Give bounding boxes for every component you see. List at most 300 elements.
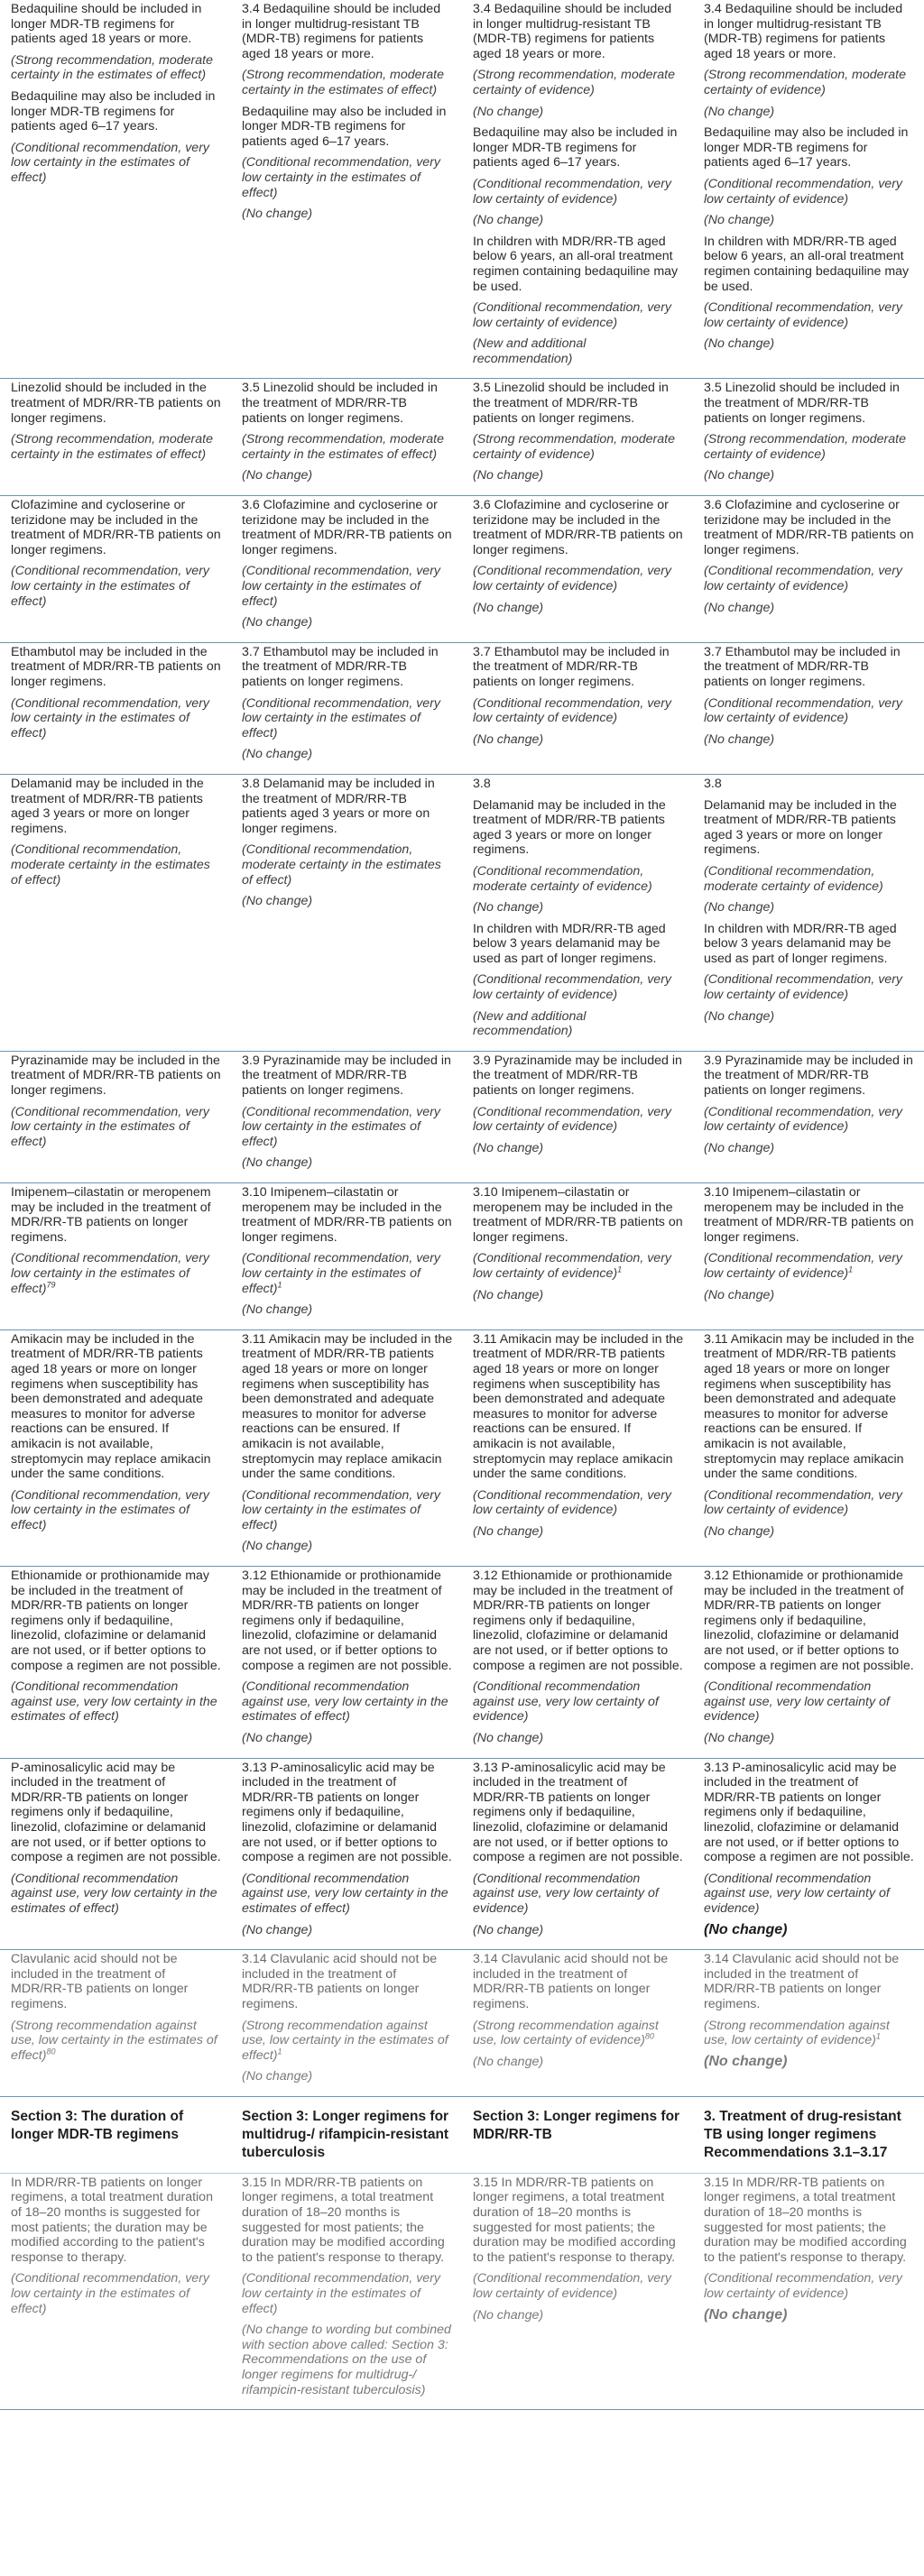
table-cell [231, 1329, 462, 1566]
recommendation-strength-content: (Conditional recommendation, very low certainty of evidence) [704, 1251, 903, 1281]
table-cell [462, 1758, 693, 1950]
recommendation-text [242, 2176, 453, 2266]
table-row [0, 774, 924, 1051]
change-note-content: (No change) [473, 2307, 544, 2323]
change-note [242, 468, 453, 483]
change-note [242, 1923, 453, 1938]
change-note-content: (No change) [473, 731, 544, 747]
section-header-cell [462, 2096, 693, 2173]
recommendation-strength [704, 972, 915, 1002]
change-note-content: (No change) [704, 2306, 788, 2323]
change-note-content: (No change) [704, 1921, 788, 1937]
table-cell [231, 2173, 462, 2409]
recommendation-strength [473, 2271, 684, 2301]
change-note-content: (No change) [473, 213, 544, 228]
recommendation-strength-content: (Conditional recommendation against use, very low certainty in the estimates of effect) [242, 1871, 448, 1916]
recommendation-strength [473, 1679, 684, 1725]
recommendation-text [473, 777, 684, 792]
recommendation-strength-content: (Strong recommendation, moderate certainty in the estimates of effect) [242, 432, 444, 462]
recommendation-text [11, 2176, 222, 2266]
footnote-marker: 1 [277, 2046, 282, 2056]
recommendation-strength-content: (Conditional recommendation, very low certainty in the estimates of effect) [11, 1487, 210, 1532]
recommendation-text-content: P-aminosalicylic acid may be included in the treatment of MDR/RR-TB patients on longer regimens only if bedaquiline, linezolid, clofazimine or delamanid are not used, or if better options to compose a regimen are not possible. [11, 1760, 221, 1865]
recommendation-strength [473, 432, 684, 462]
recommendation-strength [11, 1105, 222, 1150]
recommendation-text-content: 3.7 Ethambutol may be included in the treatment of MDR/RR-TB patients on longer regimens. [473, 644, 670, 689]
change-note [704, 2308, 915, 2323]
change-note-content: (No change) [704, 213, 775, 228]
recommendation-text [704, 1332, 915, 1482]
recommendation-strength [473, 1251, 684, 1281]
recommendation-text-content: 3.15 In MDR/RR-TB patients on longer regimens, a total treatment duration of 18–20 months is suggested for most patients; the duration may be modified according to the patient's response to therapy. [473, 2175, 676, 2265]
change-note-content: (No change) [704, 1140, 775, 1155]
change-note [704, 1524, 915, 1540]
recommendation-text [473, 798, 684, 858]
recommendation-text [473, 1952, 684, 2011]
recommendation-strength [11, 696, 222, 741]
change-note [704, 105, 915, 120]
recommendation-text [704, 777, 915, 792]
table-row [0, 1051, 924, 1182]
footnote-marker: 1 [617, 1265, 623, 1274]
recommendation-strength-content: (Conditional recommendation against use, very low certainty in the estimates of effect) [242, 1679, 448, 1725]
recommendation-strength [242, 1251, 453, 1296]
change-note [242, 1731, 453, 1746]
table-cell [231, 379, 462, 496]
table-cell [462, 1183, 693, 1330]
recommendation-text-content: Ethambutol may be included in the treatment of MDR/RR-TB patients on longer regimens. [11, 644, 221, 689]
section-header: Section 3: Longer regimens for MDR/RR-TB [473, 2108, 680, 2142]
recommendation-text [704, 1952, 915, 2011]
change-note [473, 1923, 684, 1938]
change-note [473, 468, 684, 483]
footnote-marker: 80 [644, 2031, 654, 2041]
recommendation-text-content: Bedaquiline should be included in longer MDR-TB regimens for patients aged 18 years or more. [11, 2, 202, 47]
recommendation-text [473, 1185, 684, 1245]
recommendation-strength-content: (Conditional recommendation, very low certainty of evidence) [473, 695, 672, 726]
recommendation-strength [242, 842, 453, 888]
recommendation-strength [704, 300, 915, 330]
change-note [704, 1141, 915, 1156]
recommendation-strength-content: (Conditional recommendation, very low certainty in the estimates of effect) [11, 564, 210, 609]
recommendation-strength [704, 864, 915, 894]
table-cell [462, 0, 693, 379]
recommendation-text [11, 89, 222, 134]
footnote-marker: 1 [848, 1265, 854, 1274]
recommendation-strength-content: (Conditional recommendation, very low certainty of evidence) [704, 2271, 903, 2302]
section-header: Section 3: The duration of longer MDR-TB regimens [11, 2108, 184, 2142]
recommendation-strength [242, 564, 453, 609]
section-header-row [0, 2096, 924, 2173]
recommendation-text [473, 2176, 684, 2266]
recommendation-strength-content: (Strong recommendation, moderate certainty of evidence) [704, 68, 906, 97]
change-note [704, 601, 915, 616]
change-note-content: (No change) [704, 468, 775, 483]
recommendation-strength-content: (Strong recommendation against use, low certainty of evidence) [704, 2018, 890, 2048]
recommendation-strength [704, 68, 915, 97]
recommendation-strength [242, 1679, 453, 1725]
recommendation-strength-content: (Conditional recommendation, very low certainty of evidence) [704, 564, 903, 593]
change-note [473, 1731, 684, 1746]
table-cell [693, 496, 924, 643]
recommendation-strength [242, 68, 453, 97]
recommendation-text-content: 3.4 Bedaquiline should be included in longer multidrug-resistant TB (MDR-TB) regimens for patients aged 18 years or more. [242, 2, 441, 61]
change-note-content: (No change) [704, 900, 775, 915]
recommendation-text [704, 498, 915, 557]
table-cell [231, 0, 462, 379]
recommendation-text-content: 3.13 P-aminosalicylic acid may be included in the treatment of MDR/RR-TB patients on longer regimens only if bedaquiline, linezolid, clofazimine or delamanid are not used, or if better options to compose a regimen are not possible. [473, 1760, 683, 1865]
table-cell [462, 379, 693, 496]
recommendation-strength [704, 1872, 915, 1917]
change-note-content: (No change) [473, 2054, 544, 2069]
recommendation-text-content: 3.13 P-aminosalicylic acid may be included in the treatment of MDR/RR-TB patients on longer regimens only if bedaquiline, linezolid, clofazimine or delamanid are not used, or if better options to compose a regimen are not possible. [704, 1760, 914, 1865]
recommendation-strength [704, 177, 915, 207]
recommendation-text-content: 3.12 Ethionamide or prothionamide may be included in the treatment of MDR/RR-TB patients on longer regimens only if bedaquiline, linezolid, clofazimine or delamanid are not used, or if better options to compose a regimen are not possible. [473, 1569, 683, 1673]
recommendation-text-content: 3.9 Pyrazinamide may be included in the treatment of MDR/RR-TB patients on longer regimens. [473, 1053, 682, 1099]
footnote-marker: 1 [875, 2031, 881, 2041]
recommendation-strength-content: (Strong recommendation, moderate certainty of evidence) [473, 432, 675, 462]
recommendation-strength-content: (Strong recommendation against use, low certainty in the estimates of effect) [11, 2018, 217, 2063]
recommendation-strength-content: (Conditional recommendation, very low certainty in the estimates of effect) [11, 1251, 210, 1296]
recommendation-strength-content: (Strong recommendation, moderate certainty in the estimates of effect) [11, 432, 213, 462]
change-note-content: (No change to wording but combined with section above called: Section 3: Recommendations on the use of longer regimens for multidrug-/ rifampicin-resistant tuberculosis) [242, 2323, 451, 2397]
recommendation-strength [473, 177, 684, 207]
change-note-content: (No change) [242, 1731, 313, 1745]
recommendation-text-content: Delamanid may be included in the treatment of MDR/RR-TB patients aged 3 years or more on longer regimens. [704, 797, 897, 858]
recommendation-strength [473, 1488, 684, 1518]
change-note [704, 732, 915, 748]
recommendation-strength-content: (Conditional recommendation, very low certainty of evidence) [704, 972, 903, 1003]
recommendation-strength [11, 842, 222, 888]
recommendation-text-content: In MDR/RR-TB patients on longer regimens, a total treatment duration of 18–20 months is suggested for most patients; the duration may be modified according to the patient's response to therapy. [11, 2175, 213, 2265]
change-note-content: (No change) [704, 600, 775, 615]
recommendation-text-content: 3.8 [473, 776, 491, 791]
recommendation-strength [242, 2019, 453, 2064]
table-cell [0, 774, 231, 1051]
change-note-content: (No change) [242, 1922, 313, 1937]
change-note [242, 1155, 453, 1171]
recommendation-text-content: 3.11 Amikacin may be included in the treatment of MDR/RR-TB patients aged 18 years or more on longer regimens when susceptibility has been demonstrated and adequate measures to monitor for adverse reactions can be ensured. If amikacin is not available, streptomycin may replace amikacin under the same conditions. [704, 1331, 915, 1482]
recommendation-strength [473, 300, 684, 330]
recommendation-text [704, 1761, 915, 1865]
table-cell [0, 379, 231, 496]
table-cell [693, 1758, 924, 1950]
recommendation-strength [242, 432, 453, 462]
change-note-content: (No change) [473, 104, 544, 119]
recommendation-strength [11, 1872, 222, 1917]
table-cell [462, 774, 693, 1051]
table-cell [231, 774, 462, 1051]
recommendation-text [11, 777, 222, 836]
recommendation-text-content: 3.9 Pyrazinamide may be included in the treatment of MDR/RR-TB patients on longer regimens. [242, 1053, 451, 1099]
recommendation-strength-content: (Conditional recommendation, very low certainty of evidence) [704, 300, 903, 330]
footnote-marker: 1 [277, 1279, 282, 1289]
change-note [704, 1288, 915, 1303]
recommendation-strength [242, 696, 453, 741]
recommendation-strength [704, 432, 915, 462]
recommendation-strength-content: (Conditional recommendation against use, very low certainty in the estimates of effect) [11, 1679, 217, 1725]
table-cell [693, 0, 924, 379]
recommendation-strength [11, 53, 222, 83]
recommendation-text-content: 3.4 Bedaquiline should be included in longer multidrug-resistant TB (MDR-TB) regimens for patients aged 18 years or more. [473, 2, 672, 61]
recommendation-text-content: 3.6 Clofazimine and cycloserine or terizidone may be included in the treatment of MDR/RR-TB patients on longer regimens. [473, 498, 683, 557]
change-note-content: (No change) [473, 1140, 544, 1155]
change-note-content: (New and additional recommendation) [473, 1008, 587, 1039]
recommendation-text-content: Bedaquiline may also be included in longer MDR-TB regimens for patients aged 6–17 years. [11, 88, 216, 134]
recommendation-strength-content: (Conditional recommendation, very low certainty of evidence) [704, 1104, 903, 1135]
change-note-content: (No change) [242, 1155, 313, 1171]
change-note [242, 894, 453, 909]
recommendation-text-content: 3.8 Delamanid may be included in the treatment of MDR/RR-TB patients aged 3 years or more on longer regimens. [242, 776, 435, 836]
recommendation-strength [473, 564, 684, 593]
section-header: 3. Treatment of drug-resistant TB using longer regimens Recommendations 3.1–3.17 [704, 2108, 901, 2160]
recommendation-strength [473, 864, 684, 894]
recommendation-strength [704, 696, 915, 726]
recommendation-text [704, 1185, 915, 1245]
table-row [0, 1758, 924, 1950]
recommendation-text [242, 498, 453, 557]
recommendation-strength [473, 1105, 684, 1135]
recommendation-strength [242, 155, 453, 200]
change-note-content: (No change) [242, 2069, 313, 2084]
recommendation-text [473, 498, 684, 557]
recommendation-text [704, 645, 915, 690]
table-cell [0, 1329, 231, 1566]
change-note [473, 105, 684, 120]
table-cell [231, 1051, 462, 1182]
recommendation-text [473, 381, 684, 426]
recommendation-text-content: In children with MDR/RR-TB aged below 3 years delamanid may be used as part of longer regimens. [704, 921, 897, 966]
change-note-content: (No change) [704, 2053, 788, 2069]
recommendation-strength [704, 2271, 915, 2301]
recommendation-text-content: 3.14 Clavulanic acid should not be included in the treatment of MDR/RR-TB patients on longer regimens. [704, 1952, 900, 2011]
recommendation-strength [704, 1679, 915, 1725]
recommendation-strength-content: (Conditional recommendation, very low certainty in the estimates of effect) [11, 2271, 210, 2316]
recommendation-strength-content: (Strong recommendation, moderate certainty in the estimates of effect) [11, 52, 213, 83]
recommendation-strength [11, 2271, 222, 2316]
recommendation-text-content: 3.10 Imipenem–cilastatin or meropenem may be included in the treatment of MDR/RR-TB patients on longer regimens. [704, 1185, 914, 1245]
table-cell [693, 774, 924, 1051]
table-cell [0, 0, 231, 379]
change-note [473, 2308, 684, 2323]
recommendation-strength [704, 2019, 915, 2048]
recommendation-strength [11, 2019, 222, 2064]
table-row [0, 642, 924, 774]
recommendation-strength-content: (Conditional recommendation, very low certainty of evidence) [473, 1251, 672, 1281]
recommendation-text [242, 1332, 453, 1482]
recommendation-strength-content: (Conditional recommendation, very low certainty in the estimates of effect) [11, 695, 210, 741]
recommendation-text [242, 1569, 453, 1673]
recommendation-strength-content: (Conditional recommendation, very low certainty of evidence) [473, 300, 672, 330]
recommendation-text [242, 2, 453, 61]
recommendation-text-content: 3.14 Clavulanic acid should not be included in the treatment of MDR/RR-TB patients on longer regimens. [473, 1952, 669, 2011]
table-cell [231, 1950, 462, 2097]
table-cell [0, 1567, 231, 1759]
change-note-content: (No change) [473, 468, 544, 483]
recommendation-text-content: Delamanid may be included in the treatment of MDR/RR-TB patients aged 3 years or more on longer regimens. [11, 776, 204, 836]
recommendation-text [11, 1332, 222, 1482]
change-note [704, 900, 915, 915]
change-note [473, 732, 684, 748]
table-row [0, 496, 924, 643]
table-cell [693, 379, 924, 496]
recommendation-text [473, 235, 684, 294]
recommendation-text-content: 3.10 Imipenem–cilastatin or meropenem may be included in the treatment of MDR/RR-TB patients on longer regimens. [242, 1185, 452, 1245]
recommendation-strength-content: (Conditional recommendation against use, very low certainty in the estimates of effect) [11, 1871, 217, 1916]
recommendation-strength-content: (Strong recommendation, moderate certainty of evidence) [473, 68, 675, 97]
recommendation-strength-content: (Conditional recommendation, very low certainty of evidence) [704, 176, 903, 207]
change-note [473, 1288, 684, 1303]
recommendation-text-content: 3.13 P-aminosalicylic acid may be included in the treatment of MDR/RR-TB patients on longer regimens only if bedaquiline, linezolid, clofazimine or delamanid are not used, or if better options to compose a regimen are not possible. [242, 1760, 452, 1865]
recommendation-strength [473, 2019, 684, 2048]
recommendation-text [704, 235, 915, 294]
recommendation-text [704, 125, 915, 170]
recommendation-text [11, 1053, 222, 1099]
footnote-marker: 80 [46, 2046, 56, 2056]
table-cell [231, 1567, 462, 1759]
change-note [704, 2055, 915, 2070]
table-cell [462, 642, 693, 774]
table-cell [693, 2173, 924, 2409]
change-note-content: (No change) [704, 1731, 775, 1745]
recommendation-text [473, 922, 684, 967]
recommendation-text-content: Delamanid may be included in the treatment of MDR/RR-TB patients aged 3 years or more on longer regimens. [473, 797, 666, 858]
change-note-content: (No change) [704, 1523, 775, 1539]
change-note-content: (No change) [242, 207, 313, 222]
recommendation-strength-content: (Conditional recommendation, very low certainty in the estimates of effect) [242, 1251, 441, 1296]
table-row [0, 0, 924, 379]
table-cell [0, 1758, 231, 1950]
change-note-content: (No change) [704, 731, 775, 747]
change-note-content: (No change) [242, 747, 313, 762]
change-note [473, 1141, 684, 1156]
section-header-cell [693, 2096, 924, 2173]
recommendation-strength-content: (Conditional recommendation, very low certainty of evidence) [473, 1487, 672, 1518]
recommendation-strength-content: (Conditional recommendation, very low certainty in the estimates of effect) [242, 1104, 441, 1149]
table-cell [0, 642, 231, 774]
recommendation-strength [11, 141, 222, 186]
recommendation-text-content: 3.7 Ethambutol may be included in the treatment of MDR/RR-TB patients on longer regimens. [704, 644, 901, 689]
change-note-content: (No change) [242, 1302, 313, 1318]
recommendation-strength [11, 1251, 222, 1296]
recommendation-strength-content: (Conditional recommendation, very low certainty of evidence) [473, 2271, 672, 2302]
recommendation-strength [704, 1251, 915, 1281]
change-note-content: (New and additional recommendation) [473, 336, 587, 366]
change-note-content: (No change) [473, 1922, 544, 1937]
section-header-cell [0, 2096, 231, 2173]
table-cell [693, 642, 924, 774]
recommendation-text-content: In children with MDR/RR-TB aged below 3 years delamanid may be used as part of longer regimens. [473, 921, 666, 966]
table-cell [231, 1183, 462, 1330]
change-note [242, 1302, 453, 1318]
change-note [473, 601, 684, 616]
change-note [473, 1524, 684, 1540]
table-cell [693, 1950, 924, 2097]
recommendation-strength-content: (Conditional recommendation, very low certainty in the estimates of effect) [242, 1487, 441, 1532]
recommendation-text [704, 798, 915, 858]
recommendation-text [704, 2, 915, 61]
recommendation-text [704, 2176, 915, 2266]
recommendation-strength [242, 1105, 453, 1150]
recommendation-strength-content: (Conditional recommendation, moderate certainty of evidence) [473, 863, 652, 894]
recommendation-text-content: 3.7 Ethambutol may be included in the treatment of MDR/RR-TB patients on longer regimens. [242, 644, 439, 689]
recommendation-text-content: 3.15 In MDR/RR-TB patients on longer regimens, a total treatment duration of 18–20 months is suggested for most patients; the duration may be modified according to the patient's response to therapy. [242, 2175, 445, 2265]
change-note [473, 900, 684, 915]
table-cell [0, 1051, 231, 1182]
change-note [704, 1923, 915, 1938]
recommendation-text [11, 1569, 222, 1673]
recommendation-strength [704, 1488, 915, 1518]
change-note-content: (No change) [242, 468, 313, 483]
recommendation-strength-content: (Conditional recommendation, very low certainty in the estimates of effect) [242, 564, 441, 609]
table-row [0, 1329, 924, 1566]
change-note [704, 336, 915, 352]
table-row [0, 379, 924, 496]
recommendation-strength [473, 696, 684, 726]
table-cell [693, 1051, 924, 1182]
table-row [0, 1950, 924, 2097]
change-note-content: (No change) [704, 1008, 775, 1024]
recommendation-text [242, 1053, 453, 1099]
table-cell [231, 642, 462, 774]
table-cell [693, 1329, 924, 1566]
recommendation-strength-content: (Strong recommendation against use, low certainty in the estimates of effect) [242, 2018, 448, 2063]
table-row [0, 1183, 924, 1330]
recommendation-strength-content: (Conditional recommendation against use, very low certainty of evidence) [704, 1871, 890, 1916]
recommendation-strength [242, 1872, 453, 1917]
recommendation-text [242, 1761, 453, 1865]
recommendation-text-content: 3.6 Clofazimine and cycloserine or terizidone may be included in the treatment of MDR/RR-TB patients on longer regimens. [242, 498, 452, 557]
recommendation-strength [11, 1679, 222, 1725]
recommendation-text [11, 1761, 222, 1865]
recommendation-text [704, 1053, 915, 1099]
recommendation-text-content: 3.12 Ethionamide or prothionamide may be included in the treatment of MDR/RR-TB patients on longer regimens only if bedaquiline, linezolid, clofazimine or delamanid are not used, or if better options to compose a regimen are not possible. [242, 1569, 452, 1673]
recommendation-strength-content: (Strong recommendation against use, low certainty of evidence) [473, 2018, 659, 2048]
recommendation-text [704, 922, 915, 967]
table-row [0, 2173, 924, 2409]
recommendation-strength-content: (Conditional recommendation against use, very low certainty of evidence) [704, 1679, 890, 1725]
table-row [0, 1567, 924, 1759]
recommendation-text [473, 1053, 684, 1099]
recommendation-text-content: 3.12 Ethionamide or prothionamide may be included in the treatment of MDR/RR-TB patients on longer regimens only if bedaquiline, linezolid, clofazimine or delamanid are not used, or if better options to compose a regimen are not possible. [704, 1569, 914, 1673]
recommendation-text-content: Bedaquiline may also be included in longer MDR-TB regimens for patients aged 6–17 years. [473, 125, 678, 170]
table-cell [693, 1183, 924, 1330]
change-note [704, 213, 915, 228]
recommendation-strength-content: (Conditional recommendation, very low certainty in the estimates of effect) [11, 1104, 210, 1149]
recommendation-text [242, 1185, 453, 1245]
recommendation-strength-content: (Conditional recommendation, very low certainty in the estimates of effect) [11, 140, 210, 185]
recommendation-text-content: Bedaquiline may also be included in longer MDR-TB regimens for patients aged 6–17 years. [242, 104, 447, 149]
change-note [242, 1539, 453, 1554]
change-note-content: (No change) [704, 1287, 775, 1302]
recommendation-text [473, 1569, 684, 1673]
change-note-content: (No change) [704, 104, 775, 119]
recommendation-strength [704, 564, 915, 593]
change-note [242, 2069, 453, 2084]
recommendation-strength-content: (Conditional recommendation against use, very low certainty of evidence) [473, 1679, 659, 1725]
recommendation-strength-content: (Conditional recommendation, very low certainty in the estimates of effect) [242, 2271, 441, 2316]
recommendation-text-content: 3.5 Linezolid should be included in the treatment of MDR/RR-TB patients on longer regimens. [473, 381, 669, 426]
recommendation-text-content: Linezolid should be included in the treatment of MDR/RR-TB patients on longer regimens. [11, 381, 221, 426]
recommendation-text [473, 125, 684, 170]
recommendation-strength-content: (Conditional recommendation, very low certainty of evidence) [704, 1487, 903, 1518]
recommendation-text [11, 645, 222, 690]
recommendation-text [704, 1569, 915, 1673]
recommendation-text [242, 105, 453, 150]
recommendation-text-content: Bedaquiline may also be included in longer MDR-TB regimens for patients aged 6–17 years. [704, 125, 909, 170]
change-note-content: (No change) [704, 336, 775, 352]
recommendation-strength-content: (Conditional recommendation, moderate certainty in the estimates of effect) [242, 842, 441, 888]
